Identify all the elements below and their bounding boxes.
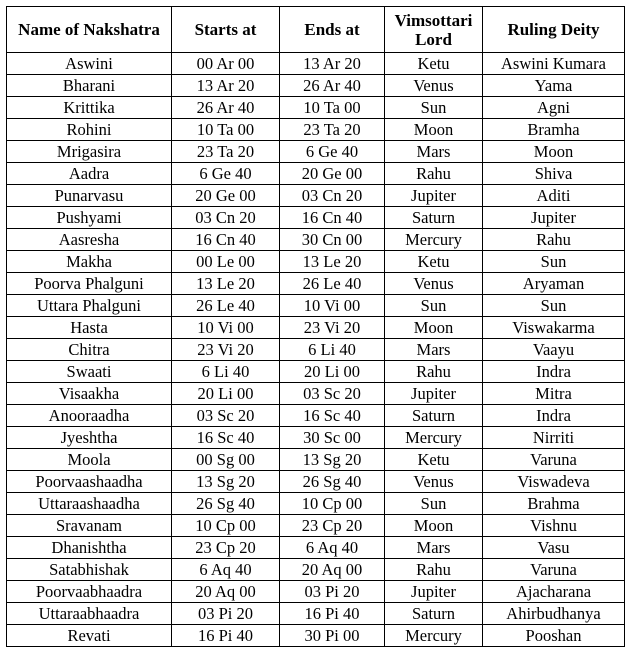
cell-ruling-deity: Aswini Kumara [483, 53, 625, 75]
table-row [7, 273, 625, 295]
header-ruling-deity: Ruling Deity [483, 7, 625, 53]
cell-starts-at: 6 Li 40 [172, 361, 280, 383]
table-row [7, 53, 625, 75]
cell-starts-at: 00 Sg 00 [172, 449, 280, 471]
cell-ends-at: 30 Pi 00 [280, 625, 385, 647]
cell-ruling-deity: Aryaman [483, 273, 625, 295]
table-row [7, 515, 625, 537]
cell-ends-at: 10 Ta 00 [280, 97, 385, 119]
cell-vimsottari-lord: Jupiter [385, 383, 483, 405]
table-row [7, 97, 625, 119]
cell-ruling-deity: Mitra [483, 383, 625, 405]
table-row [7, 361, 625, 383]
header-name-of-nakshatra: Name of Nakshatra [7, 7, 172, 53]
cell-vimsottari-lord: Saturn [385, 207, 483, 229]
cell-starts-at: 13 Sg 20 [172, 471, 280, 493]
cell-nakshatra: Aasresha [7, 229, 172, 251]
cell-vimsottari-lord: Moon [385, 119, 483, 141]
cell-ruling-deity: Sun [483, 295, 625, 317]
cell-ends-at: 6 Ge 40 [280, 141, 385, 163]
table-row [7, 207, 625, 229]
table-row [7, 317, 625, 339]
cell-starts-at: 16 Cn 40 [172, 229, 280, 251]
cell-ruling-deity: Indra [483, 405, 625, 427]
table-row [7, 471, 625, 493]
cell-ends-at: 13 Sg 20 [280, 449, 385, 471]
cell-vimsottari-lord: Ketu [385, 251, 483, 273]
table-row [7, 383, 625, 405]
cell-vimsottari-lord: Mercury [385, 427, 483, 449]
cell-nakshatra: Aadra [7, 163, 172, 185]
cell-nakshatra: Poorvaashaadha [7, 471, 172, 493]
table-row [7, 405, 625, 427]
cell-ends-at: 03 Pi 20 [280, 581, 385, 603]
cell-ends-at: 20 Li 00 [280, 361, 385, 383]
header-row [7, 7, 625, 53]
table-row [7, 537, 625, 559]
cell-vimsottari-lord: Rahu [385, 559, 483, 581]
cell-ends-at: 16 Cn 40 [280, 207, 385, 229]
cell-ruling-deity: Moon [483, 141, 625, 163]
cell-ends-at: 16 Pi 40 [280, 603, 385, 625]
cell-nakshatra: Rohini [7, 119, 172, 141]
cell-nakshatra: Swaati [7, 361, 172, 383]
cell-vimsottari-lord: Venus [385, 471, 483, 493]
table-row [7, 251, 625, 273]
cell-vimsottari-lord: Rahu [385, 361, 483, 383]
cell-ruling-deity: Vasu [483, 537, 625, 559]
cell-ends-at: 6 Li 40 [280, 339, 385, 361]
cell-nakshatra: Krittika [7, 97, 172, 119]
cell-nakshatra: Dhanishtha [7, 537, 172, 559]
cell-starts-at: 23 Ta 20 [172, 141, 280, 163]
cell-vimsottari-lord: Mercury [385, 625, 483, 647]
cell-ruling-deity: Varuna [483, 559, 625, 581]
cell-starts-at: 16 Pi 40 [172, 625, 280, 647]
cell-starts-at: 23 Cp 20 [172, 537, 280, 559]
cell-ends-at: 16 Sc 40 [280, 405, 385, 427]
cell-ruling-deity: Varuna [483, 449, 625, 471]
cell-nakshatra: Anooraadha [7, 405, 172, 427]
cell-vimsottari-lord: Mars [385, 141, 483, 163]
cell-ends-at: 26 Ar 40 [280, 75, 385, 97]
cell-starts-at: 03 Sc 20 [172, 405, 280, 427]
cell-nakshatra: Jyeshtha [7, 427, 172, 449]
cell-starts-at: 20 Aq 00 [172, 581, 280, 603]
header-starts-at: Starts at [172, 7, 280, 53]
cell-ends-at: 10 Cp 00 [280, 493, 385, 515]
cell-starts-at: 10 Vi 00 [172, 317, 280, 339]
cell-ends-at: 13 Ar 20 [280, 53, 385, 75]
cell-ruling-deity: Ajacharana [483, 581, 625, 603]
table-header [7, 7, 625, 53]
cell-ruling-deity: Bramha [483, 119, 625, 141]
cell-nakshatra: Chitra [7, 339, 172, 361]
cell-nakshatra: Poorvaabhaadra [7, 581, 172, 603]
cell-nakshatra: Mrigasira [7, 141, 172, 163]
cell-starts-at: 03 Pi 20 [172, 603, 280, 625]
cell-vimsottari-lord: Sun [385, 295, 483, 317]
cell-nakshatra: Bharani [7, 75, 172, 97]
cell-vimsottari-lord: Jupiter [385, 185, 483, 207]
cell-ruling-deity: Vaayu [483, 339, 625, 361]
cell-ruling-deity: Agni [483, 97, 625, 119]
cell-ends-at: 20 Aq 00 [280, 559, 385, 581]
cell-starts-at: 10 Ta 00 [172, 119, 280, 141]
cell-ends-at: 30 Cn 00 [280, 229, 385, 251]
cell-ruling-deity: Indra [483, 361, 625, 383]
cell-starts-at: 00 Ar 00 [172, 53, 280, 75]
table-row [7, 339, 625, 361]
cell-ruling-deity: Vishnu [483, 515, 625, 537]
cell-ends-at: 26 Le 40 [280, 273, 385, 295]
cell-nakshatra: Moola [7, 449, 172, 471]
table-row [7, 119, 625, 141]
cell-ends-at: 23 Vi 20 [280, 317, 385, 339]
cell-vimsottari-lord: Jupiter [385, 581, 483, 603]
header-ends-at: Ends at [280, 7, 385, 53]
cell-starts-at: 26 Sg 40 [172, 493, 280, 515]
table-row [7, 625, 625, 647]
cell-nakshatra: Aswini [7, 53, 172, 75]
table-body [7, 53, 625, 647]
cell-ends-at: 13 Le 20 [280, 251, 385, 273]
cell-nakshatra: Uttara Phalguni [7, 295, 172, 317]
cell-ruling-deity: Brahma [483, 493, 625, 515]
cell-vimsottari-lord: Mars [385, 537, 483, 559]
table-row [7, 295, 625, 317]
cell-vimsottari-lord: Venus [385, 75, 483, 97]
table-row [7, 75, 625, 97]
cell-nakshatra: Satabhishak [7, 559, 172, 581]
table-row [7, 185, 625, 207]
cell-vimsottari-lord: Mars [385, 339, 483, 361]
table-row [7, 603, 625, 625]
cell-starts-at: 6 Aq 40 [172, 559, 280, 581]
cell-ends-at: 03 Sc 20 [280, 383, 385, 405]
cell-nakshatra: Pushyami [7, 207, 172, 229]
cell-starts-at: 20 Ge 00 [172, 185, 280, 207]
cell-starts-at: 20 Li 00 [172, 383, 280, 405]
cell-starts-at: 26 Ar 40 [172, 97, 280, 119]
cell-ruling-deity: Viswakarma [483, 317, 625, 339]
cell-ends-at: 26 Sg 40 [280, 471, 385, 493]
cell-ruling-deity: Shiva [483, 163, 625, 185]
table-row [7, 449, 625, 471]
cell-ends-at: 03 Cn 20 [280, 185, 385, 207]
cell-ruling-deity: Viswadeva [483, 471, 625, 493]
cell-ruling-deity: Ahirbudhanya [483, 603, 625, 625]
cell-vimsottari-lord: Mercury [385, 229, 483, 251]
cell-ends-at: 6 Aq 40 [280, 537, 385, 559]
header-vimsottari-lord: Vimsottari Lord [385, 7, 483, 53]
cell-nakshatra: Poorva Phalguni [7, 273, 172, 295]
cell-starts-at: 13 Le 20 [172, 273, 280, 295]
cell-starts-at: 6 Ge 40 [172, 163, 280, 185]
cell-ends-at: 30 Sc 00 [280, 427, 385, 449]
cell-ruling-deity: Aditi [483, 185, 625, 207]
cell-starts-at: 00 Le 00 [172, 251, 280, 273]
table-row [7, 493, 625, 515]
cell-ends-at: 23 Ta 20 [280, 119, 385, 141]
cell-ends-at: 20 Ge 00 [280, 163, 385, 185]
table-row [7, 427, 625, 449]
table-row [7, 229, 625, 251]
cell-nakshatra: Uttaraashaadha [7, 493, 172, 515]
cell-ruling-deity: Jupiter [483, 207, 625, 229]
cell-ends-at: 23 Cp 20 [280, 515, 385, 537]
cell-ruling-deity: Rahu [483, 229, 625, 251]
cell-starts-at: 13 Ar 20 [172, 75, 280, 97]
cell-vimsottari-lord: Saturn [385, 405, 483, 427]
cell-starts-at: 03 Cn 20 [172, 207, 280, 229]
cell-vimsottari-lord: Ketu [385, 449, 483, 471]
table-row [7, 581, 625, 603]
cell-vimsottari-lord: Sun [385, 493, 483, 515]
cell-vimsottari-lord: Moon [385, 317, 483, 339]
cell-nakshatra: Uttaraabhaadra [7, 603, 172, 625]
cell-nakshatra: Makha [7, 251, 172, 273]
cell-vimsottari-lord: Saturn [385, 603, 483, 625]
cell-ends-at: 10 Vi 00 [280, 295, 385, 317]
cell-vimsottari-lord: Sun [385, 97, 483, 119]
cell-starts-at: 23 Vi 20 [172, 339, 280, 361]
cell-nakshatra: Sravanam [7, 515, 172, 537]
cell-ruling-deity: Yama [483, 75, 625, 97]
cell-starts-at: 10 Cp 00 [172, 515, 280, 537]
cell-vimsottari-lord: Ketu [385, 53, 483, 75]
cell-ruling-deity: Sun [483, 251, 625, 273]
cell-vimsottari-lord: Venus [385, 273, 483, 295]
cell-vimsottari-lord: Rahu [385, 163, 483, 185]
table-row [7, 141, 625, 163]
cell-nakshatra: Hasta [7, 317, 172, 339]
table-row [7, 559, 625, 581]
table-row [7, 163, 625, 185]
cell-nakshatra: Punarvasu [7, 185, 172, 207]
cell-vimsottari-lord: Moon [385, 515, 483, 537]
cell-nakshatra: Visaakha [7, 383, 172, 405]
cell-ruling-deity: Nirriti [483, 427, 625, 449]
cell-starts-at: 26 Le 40 [172, 295, 280, 317]
cell-nakshatra: Revati [7, 625, 172, 647]
cell-starts-at: 16 Sc 40 [172, 427, 280, 449]
cell-ruling-deity: Pooshan [483, 625, 625, 647]
nakshatra-table [6, 6, 625, 647]
